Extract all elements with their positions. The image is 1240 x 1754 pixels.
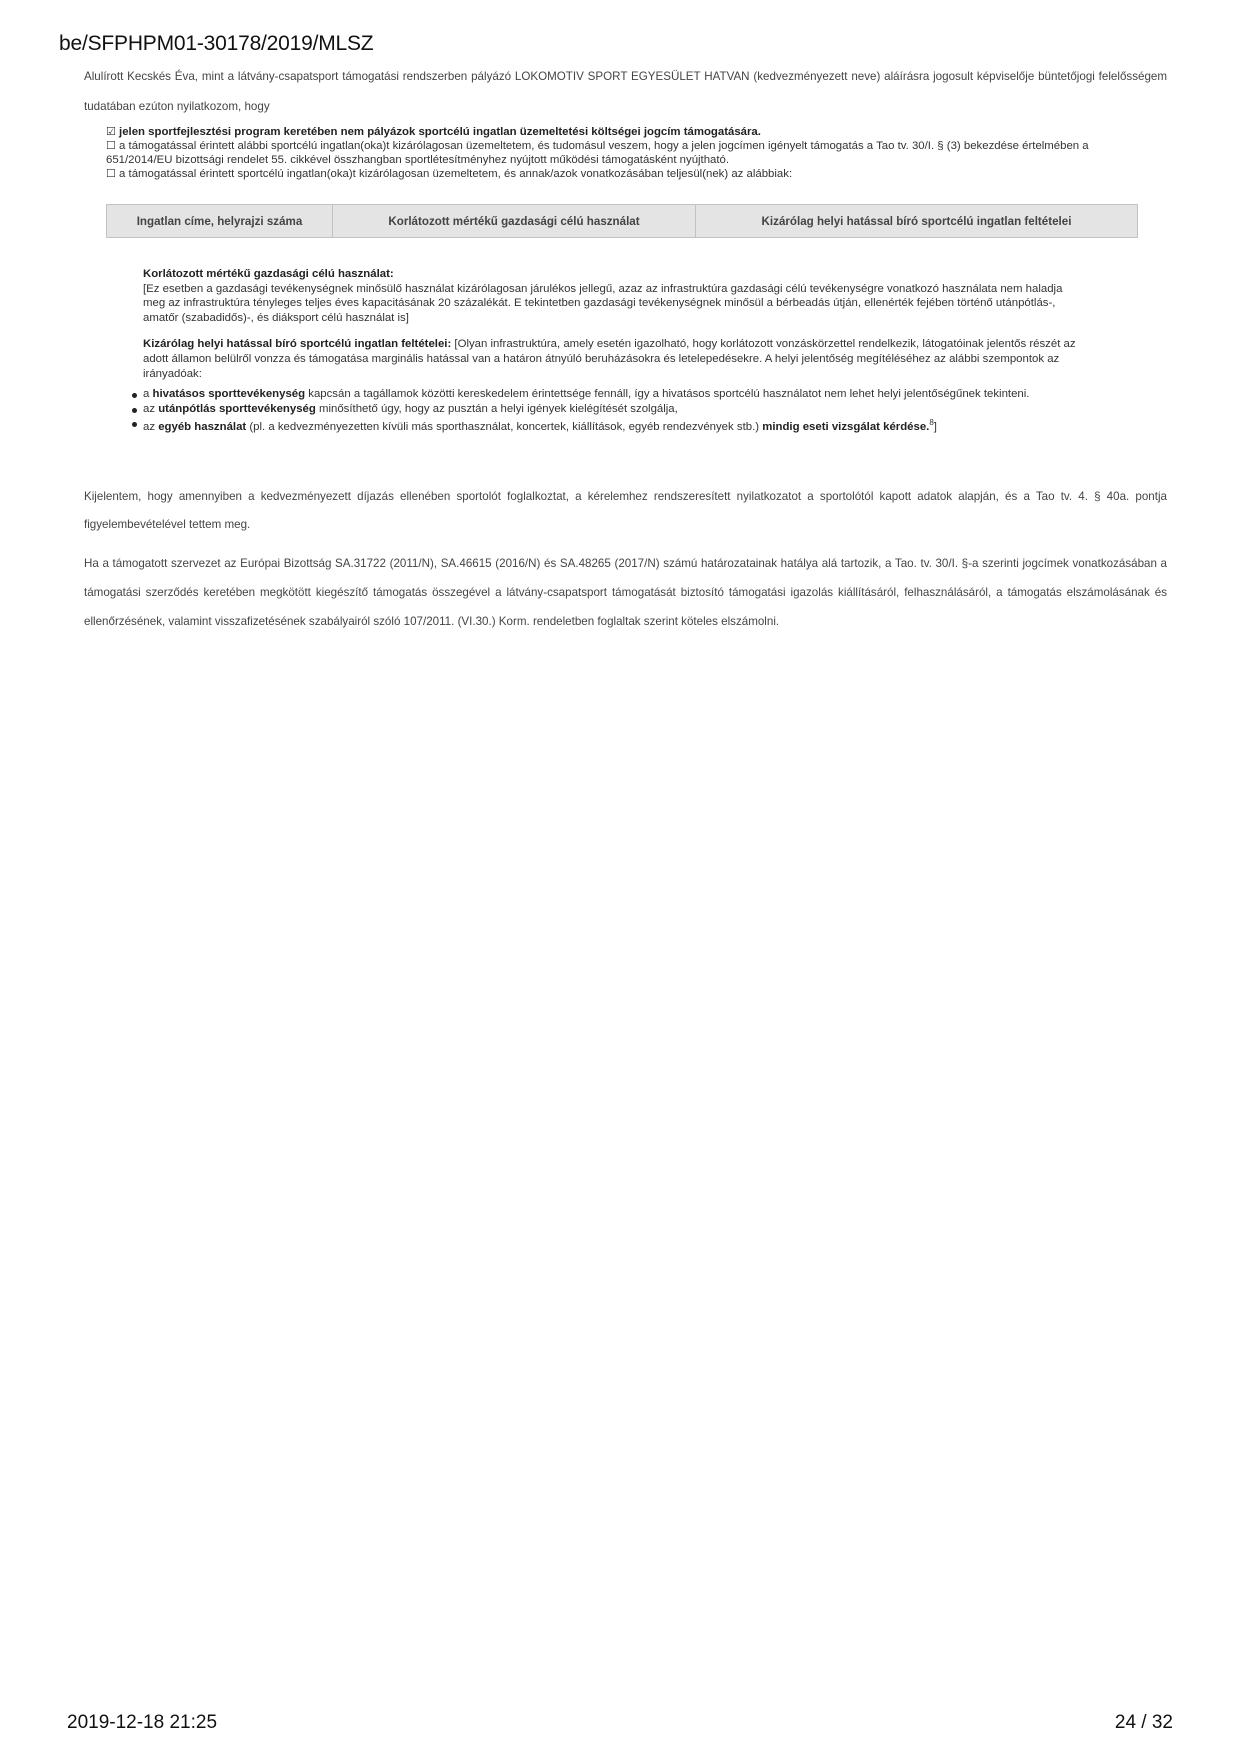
- declaration-athletes: Kijelentem, hogy amennyiben a kedvezményezett díjazás ellenében sportolót foglalkoztat, a kérelemhez rendszeresített nyilatkozatot a sportolótól kapott adatok alapján, és a Tao tv. 4. § 40a. pontja figyelembevételével tettem meg.: [84, 490, 1167, 531]
- checkbox-empty-icon[interactable]: ☐: [106, 167, 116, 180]
- limited-use-title: Korlátozott mértékű gazdasági célú használat:: [143, 268, 394, 280]
- limited-use-note: [143, 267, 1083, 325]
- definition-notes: [143, 267, 1083, 435]
- document-id: be/SFPHPM01-30178/2019/MLSZ: [59, 32, 374, 55]
- local-impact-text: [Olyan infrastruktúra, amely esetén igazolható, hogy korlátozott vonzáskörzettel rendelkezik, látogatóinak jelentős részét az adott államon belülről vonzza és támogatása marginális hatással van a határon átnyúló beruházásokra és letelepedésekre. A helyi jelentőség megítéléséhez az alábbi szempontok az irányadóak:: [143, 338, 1076, 380]
- criteria-list: [143, 387, 1083, 435]
- option-label: a támogatással érintett alábbi sportcélú ingatlan(oka)t kizárólagosan üzemeltetem, és tudomásul veszem, hogy a jelen jogcímen igényelt támogatás a Tao tv. 30/I. § (3) bekezdése értelmében a 651/2014/EU bizottsági rendelet 55. cikkével összhangban sportlétesítményhez nyújtott működési támogatásként nyújtható.: [106, 140, 1089, 166]
- option-label: jelen sportfejlesztési program keretében nem pályázok sportcélú ingatlan üzemeltetési költségei jogcím támogatására.: [119, 126, 761, 138]
- option-label: a támogatással érintett sportcélú ingatlan(oka)t kizárólagosan üzemeltetem, és annak/azok vonatkozásában teljesül(nek) az alábbiak:: [119, 168, 793, 180]
- footnote-reference[interactable]: 8: [929, 418, 934, 428]
- declaration-options: [106, 125, 1106, 181]
- checkbox-checked-icon[interactable]: ☑: [106, 125, 116, 138]
- option-conditions-met: [106, 167, 1106, 181]
- limited-use-text: [Ez esetben a gazdasági tevékenységnek minősülő használat kizárólagosan járulékos jellegű, azaz az infrastruktúra gazdasági célú tevékenységre vonatkozó használata nem haladja meg az infrastruktúra tényleges teljes éves kapacitásának 20 százalékát. E tekintetben gazdasági tevékenységnek minősül a bérbeadás útján, ellenérték fejében történő utánpótlás-, amatőr (szabadidős)-, és diáksport célú használat is]: [143, 282, 1063, 324]
- checkbox-empty-icon[interactable]: ☐: [106, 139, 116, 152]
- list-item: a hivatásos sporttevékenység kapcsán a tagállamok közötti kereskedelem érintettsége fennáll, így a hivatásos sportcélú használatot nem lehet helyi jelentőségűnek tekinteni.: [130, 387, 1083, 402]
- property-table: [106, 204, 1138, 238]
- option-no-operating-cost: [106, 125, 1106, 139]
- list-item: az egyéb használat (pl. a kedvezményezetten kívüli más sporthasználat, koncertek, kiállítások, egyéb rendezvények stb.) mindig eseti vizsgálat kérdése.$^8$]: [130, 416, 1083, 434]
- column-header-limited-use: Korlátozott mértékű gazdasági célú használat: [333, 205, 696, 238]
- intro-statement: Alulírott Kecskés Éva, mint a látvány-csapatsport támogatási rendszerben pályázó LOKOMOTIV SPORT EGYESÜLET HATVAN (kedvezményezett neve) aláírásra jogosult képviselője büntetőjogi felelősségem tudatában ezúton nyilatkozom, hogy: [84, 70, 1167, 113]
- option-operating-support: [106, 139, 1106, 167]
- declaration-accounting: Ha a támogatott szervezet az Európai Bizottság SA.31722 (2011/N), SA.46615 (2016/N) és SA.48265 (2017/N) számú határozatainak hatálya alá tartozik, a Tao. tv. 30/I. §-a szerinti jogcímek vonatkozásában a támogatási szerződés keretében megkötött kiegészítő támogatás összegével a látvány-csapatsport támogatását biztosító támogatási igazolás kiállításáról, felhasználásáról, a támogatás elszámolásának és ellenőrzésének, valamint visszafizetésének szabályairól szóló 107/2011. (VI.30.) Korm. rendeletben foglaltak szerint köteles elszámolni.: [84, 557, 1167, 628]
- list-item: az utánpótlás sporttevékenység minősíthető úgy, hogy az pusztán a helyi igények kielégítését szolgálja,: [130, 402, 1083, 417]
- footer-page-number: 24 / 32: [1114, 1712, 1173, 1733]
- column-header-local-impact: Kizárólag helyi hatással bíró sportcélú ingatlan feltételei: [696, 205, 1138, 238]
- footer-datetime: 2019-12-18 21:25: [67, 1712, 218, 1733]
- local-impact-title: Kizárólag helyi hatással bíró sportcélú ingatlan feltételei:: [143, 338, 452, 351]
- local-impact-note: [143, 337, 1083, 381]
- table-header-row: [107, 205, 1138, 238]
- column-header-address: Ingatlan címe, helyrajzi száma: [107, 205, 333, 238]
